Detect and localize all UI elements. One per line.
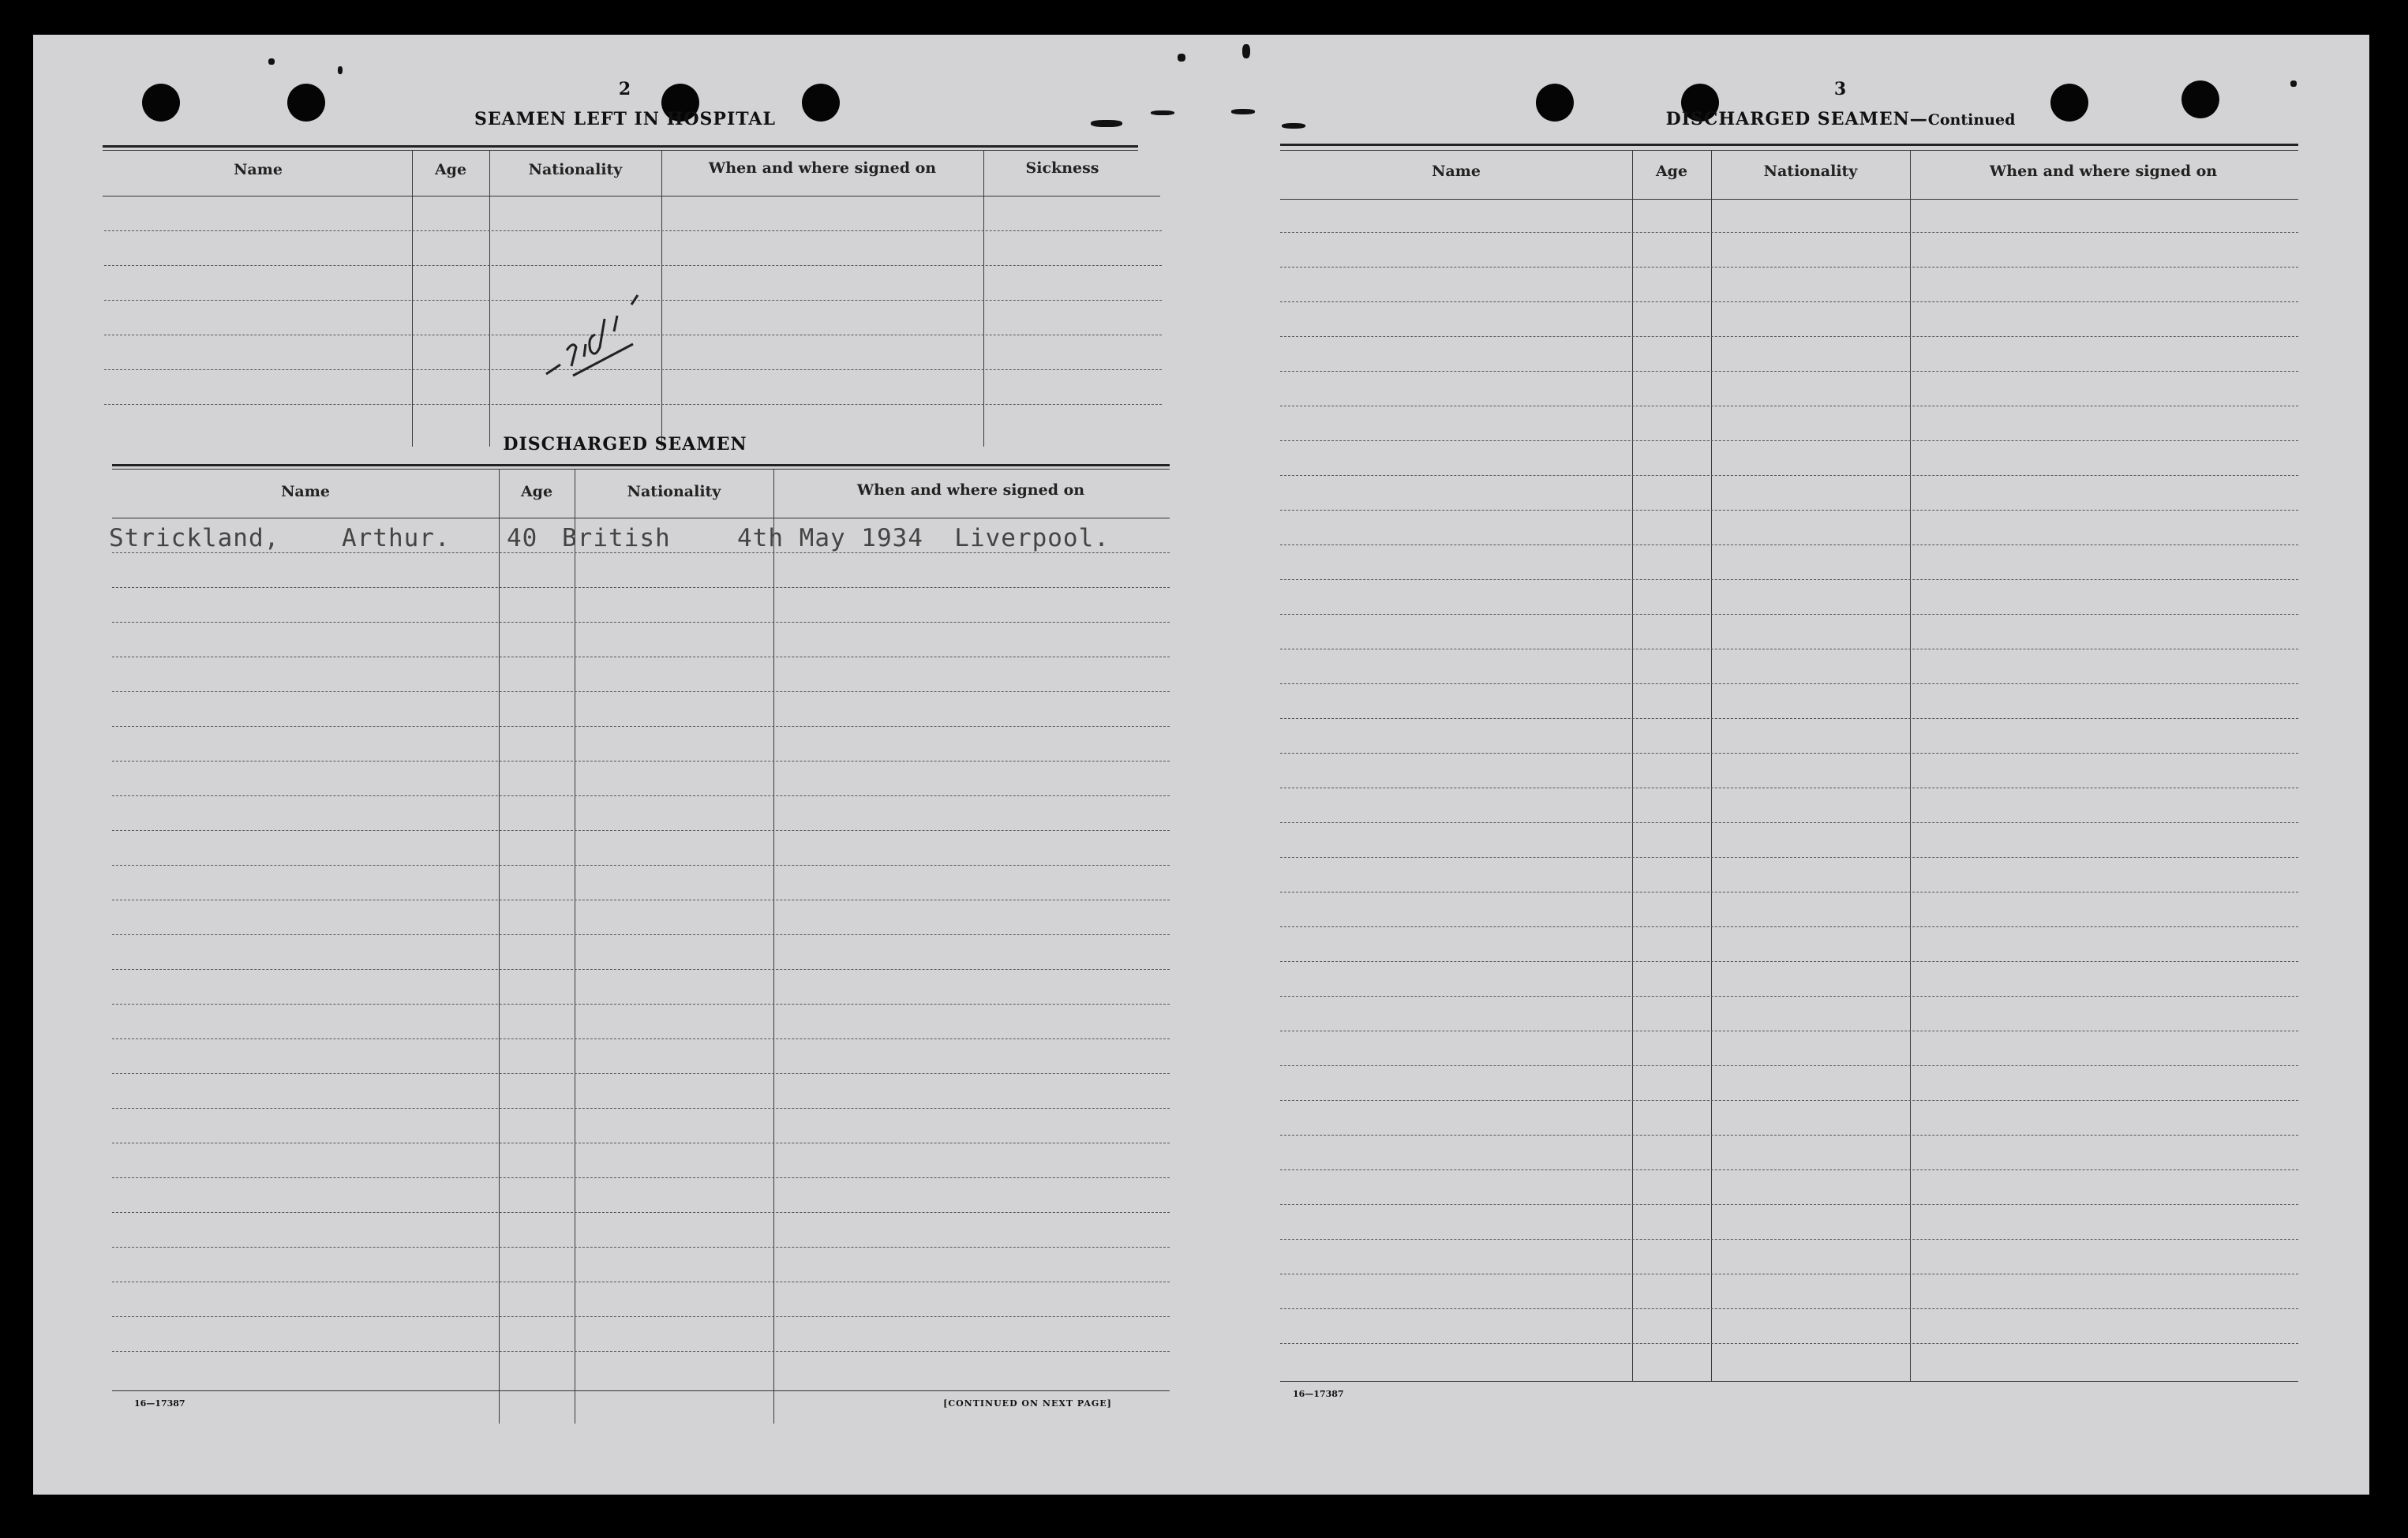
ink-speck — [1231, 109, 1255, 114]
discharged-continued-title — [1635, 109, 2046, 129]
discharged-title: DISCHARGED SEAMEN — [503, 434, 747, 455]
hospital-title: SEAMEN LEFT IN HOSPITAL — [474, 109, 776, 129]
continued-col-name: Name — [1432, 163, 1481, 180]
rule-line — [112, 726, 1170, 727]
hospital-col-sickness: Sickness — [1025, 159, 1099, 177]
rule-line — [112, 1108, 1170, 1109]
rule-line — [112, 795, 1170, 796]
rule-line — [1280, 822, 2298, 823]
discharged-col-nationality: Nationality — [627, 483, 721, 500]
rule-line — [1280, 267, 2298, 268]
rule-line — [1280, 1135, 2298, 1136]
rule-line — [1280, 232, 2298, 233]
rule-line — [112, 1177, 1170, 1178]
rule-line — [112, 1316, 1170, 1317]
title-main: DISCHARGED SEAMEN— — [1665, 109, 1928, 129]
continued-note: [CONTINUED ON NEXT PAGE] — [943, 1398, 1112, 1409]
form-code: 16—17387 — [134, 1398, 185, 1409]
continued-col-age: Age — [1655, 163, 1688, 180]
rule-line — [112, 1073, 1170, 1074]
seaman-signed-on: 4th May 1934 Liverpool. — [737, 524, 1110, 552]
rule-line — [1280, 544, 2298, 545]
rule-line — [1280, 753, 2298, 754]
rule-line — [1280, 1100, 2298, 1101]
hospital-col-nationality: Nationality — [528, 161, 623, 178]
discharged-col-age: Age — [520, 483, 553, 500]
rule-line — [112, 1004, 1170, 1005]
rule-line — [1280, 961, 2298, 962]
rule-line — [1280, 857, 2298, 858]
rule-line — [1280, 301, 2298, 302]
seaman-nationality: British — [562, 524, 671, 552]
rule-line — [1280, 336, 2298, 337]
rule-line — [112, 622, 1170, 623]
rule-line — [112, 761, 1170, 762]
rule-line — [112, 1351, 1170, 1352]
rule-line — [1280, 683, 2298, 684]
rule-line — [112, 1212, 1170, 1213]
rule-line — [1280, 440, 2298, 441]
seaman-name: Strickland, Arthur. — [109, 524, 451, 552]
continued-col-nationality: Nationality — [1763, 163, 1858, 180]
rule-line — [1280, 579, 2298, 580]
hospital-col-age: Age — [434, 161, 467, 178]
rule-line — [1280, 475, 2298, 476]
seaman-age: 40 — [507, 524, 538, 552]
rule-line — [1280, 1204, 2298, 1205]
rule-line — [1280, 1308, 2298, 1309]
rule-line — [1280, 1065, 2298, 1066]
rule-line — [1280, 996, 2298, 997]
rule-line — [112, 1038, 1170, 1039]
rule-line — [104, 265, 1162, 266]
rule-line — [1280, 371, 2298, 372]
right-page — [1280, 35, 2369, 1495]
rule-line — [1280, 718, 2298, 719]
left-page — [33, 35, 1201, 1495]
handwritten-nil-mark — [538, 271, 649, 390]
register-sheet — [33, 35, 2369, 1495]
rule-line — [1280, 510, 2298, 511]
rule-line — [112, 587, 1170, 588]
continued-col-signed-on: When and where signed on — [1989, 163, 2218, 180]
rule-line — [104, 230, 1162, 231]
rule-line — [112, 969, 1170, 970]
form-code: 16—17387 — [1293, 1389, 1344, 1399]
rule-line — [104, 404, 1162, 405]
rule-line — [112, 1247, 1170, 1248]
rule-line — [112, 552, 1170, 553]
rule-line — [1280, 926, 2298, 927]
hospital-col-name: Name — [234, 161, 283, 178]
rule-line — [1280, 1343, 2298, 1344]
title-suffix: Continued — [1927, 111, 2016, 129]
discharged-col-signed-on: When and where signed on — [856, 481, 1085, 499]
page-number: 3 — [1833, 79, 1848, 99]
rule-line — [112, 934, 1170, 935]
hospital-col-signed-on: When and where signed on — [708, 159, 937, 177]
rule-line — [112, 691, 1170, 692]
rule-line — [1280, 614, 2298, 615]
page-number: 2 — [618, 79, 632, 99]
rule-line — [112, 865, 1170, 866]
ink-speck — [1242, 44, 1250, 58]
rule-line — [1280, 1169, 2298, 1170]
discharged-col-name: Name — [281, 483, 330, 500]
rule-line — [1280, 1239, 2298, 1240]
rule-line — [112, 830, 1170, 831]
